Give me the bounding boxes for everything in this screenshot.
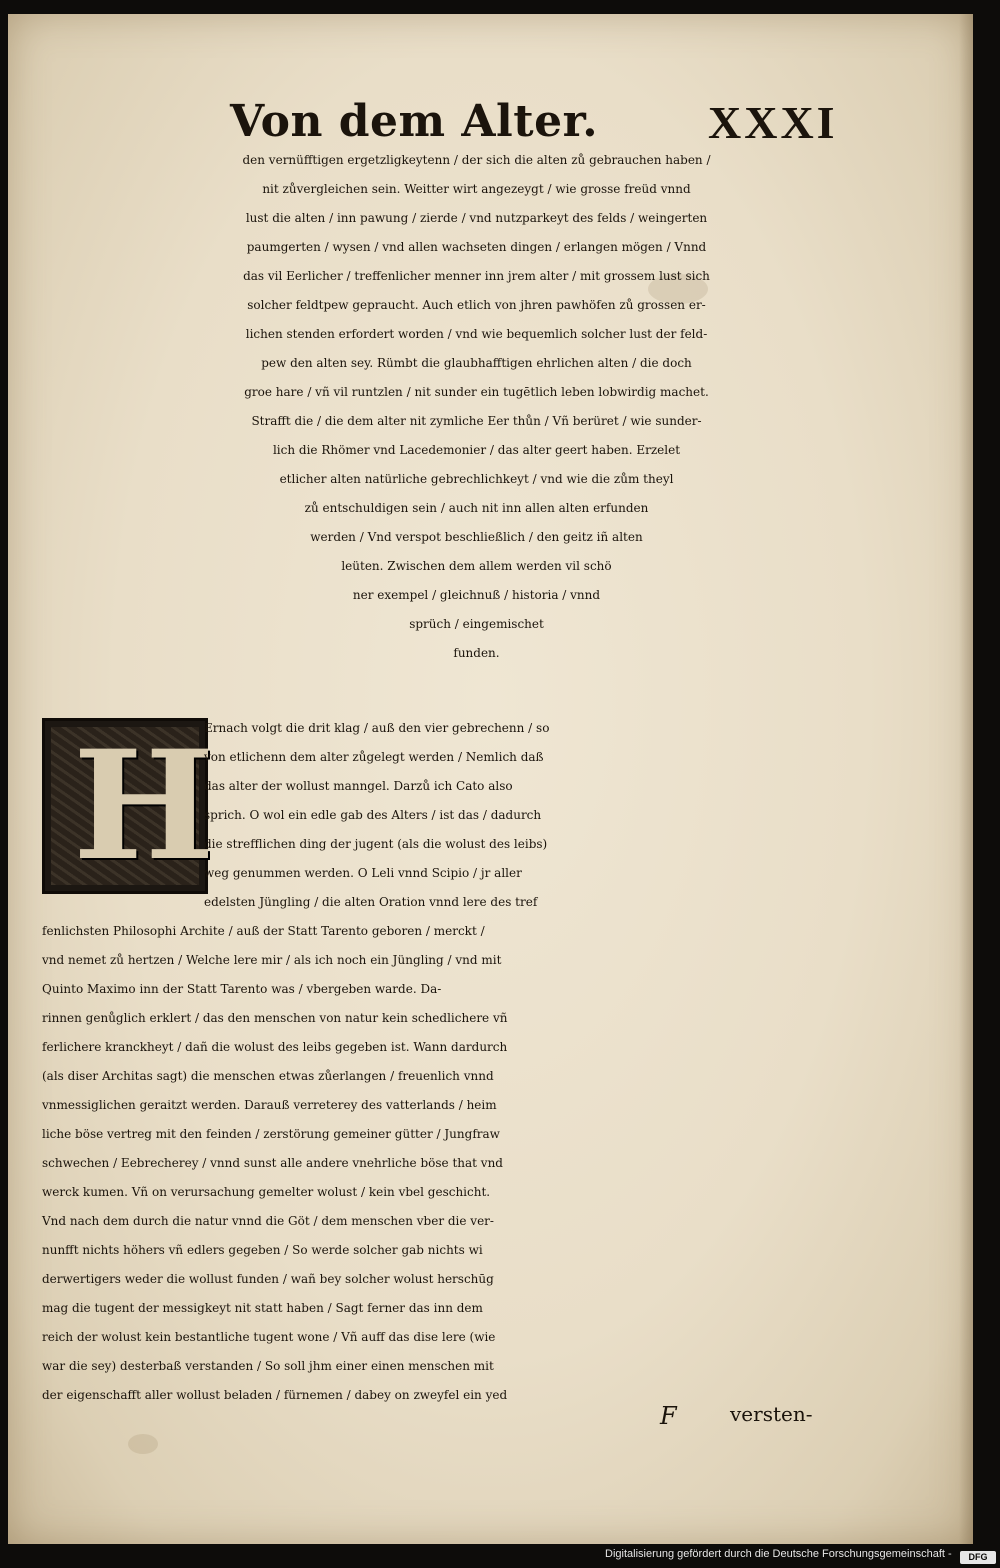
- summary-line: werden / Vnd verspot beschließlich / den geitz iñ alten: [310, 530, 643, 544]
- body-line: weg genummen werden. O Leli vnnd Scipio / jr aller: [204, 866, 522, 880]
- body-line: schwechen / Eebrecherey / vnnd sunst alle andere vnehrliche böse that vnd: [42, 1156, 503, 1170]
- body-line: ferlichere kranckheyt / dañ die wolust des leibs gegeben ist. Wann dardurch: [42, 1040, 508, 1054]
- signature-mark: F: [660, 1402, 677, 1430]
- summary-line: pew den alten sey. Rümbt die glaubhafftigen ehrlichen alten / die doch: [261, 356, 692, 370]
- body-line: das alter der wollust manngel. Darzů ich Cato also: [204, 779, 513, 793]
- summary-line: den vernüfftigen ergetzligkeytenn / der sich die alten zů gebrauchen haben /: [242, 153, 711, 167]
- body-line: mag die tugent der messigkeyt nit statt haben / Sagt ferner das inn dem: [42, 1301, 483, 1315]
- body-line: war die sey) desterbaß verstanden / So soll jhm einer einen menschen mit: [42, 1359, 494, 1373]
- body-line: (als diser Architas sagt) die menschen etwas zůerlangen / freuenlich vnnd: [42, 1069, 494, 1083]
- summary-line: solcher feldtpew gepraucht. Auch etlich von jhren pawhöfen zů grossen er-: [247, 298, 706, 312]
- summary-line: etlicher alten natürliche gebrechlichkeyt / vnd wie die zům theyl: [279, 472, 674, 486]
- dfg-logo: DFG: [960, 1551, 996, 1564]
- body-line: rinnen genůglich erklert / das den menschen von natur kein schedlichere vñ: [42, 1011, 508, 1025]
- summary-line: groe hare / vñ vil runtzlen / nit sunder ein tugētlich leben lobwirdig machet.: [244, 385, 709, 399]
- book-page: [8, 14, 973, 1544]
- summary-line: das vil Eerlicher / treffenlicher menner inn jrem alter / mit grossem lust sich: [243, 269, 710, 283]
- body-line: werck kumen. Vñ on verursachung gemelter wolust / kein vbel geschicht.: [42, 1185, 491, 1199]
- summary-line: nit zůvergleichen sein. Weitter wirt angezeygt / wie grosse freüd vnnd: [262, 182, 691, 196]
- running-title: Von dem Alter.: [230, 96, 599, 147]
- page-header: [8, 84, 973, 154]
- summary-line: ner exempel / gleichnuß / historia / vnnd: [352, 588, 601, 602]
- summary-line: lich die Rhömer vnd Lacedemonier / das alter geert haben. Erzelet: [272, 443, 681, 457]
- body-line: vnmessiglichen geraitzt werden. Darauß verreterey des vatterlands / heim: [42, 1098, 497, 1112]
- body-line: derwertigers weder die wollust funden / wañ bey solcher wolust herschūg: [42, 1272, 494, 1286]
- body-line: nunfft nichts höhers vñ edlers gegeben / So werde solcher gab nichts wi: [42, 1243, 483, 1257]
- initial-letter: H: [73, 718, 215, 894]
- summary-line: lust die alten / inn pawung / zierde / vnd nutzparkeyt des felds / weingerten: [245, 211, 708, 225]
- summary-line: lichen stenden erfordert worden / vnd wie bequemlich solcher lust der feld-: [245, 327, 708, 341]
- body-line: Quinto Maximo inn der Statt Tarento was / vbergeben warde. Da-: [42, 982, 442, 996]
- body-line: reich der wolust kein bestantliche tugent wone / Vñ auff das dise lere (wie: [42, 1330, 496, 1344]
- folio-number: XXXI: [708, 97, 838, 148]
- summary-line: funden.: [453, 646, 500, 660]
- footer-credit: Digitalisierung gefördert durch die Deutsche Forschungsgemeinschaft -: [605, 1548, 952, 1560]
- body-line: fenlichsten Philosophi Archite / auß der Statt Tarento geboren / merckt /: [42, 924, 485, 938]
- body-line: edelsten Jüngling / die alten Oration vnnd lere des tref: [204, 895, 538, 909]
- chapter-summary: [8, 146, 973, 668]
- body-line: von etlichenn dem alter zůgelegt werden / Nemlich daß: [204, 750, 544, 764]
- summary-line: zů entschuldigen sein / auch nit inn allen alten erfunden: [304, 501, 649, 515]
- summary-line: paumgerten / wysen / vnd allen wachseten dingen / erlangen mögen / Vnnd: [246, 240, 707, 254]
- summary-line: sprüch / eingemischet: [409, 617, 544, 631]
- summary-line: Strafft die / die dem alter nit zymliche Eer thůn / Vñ berüret / wie sunder-: [251, 414, 702, 428]
- body-line: der eigenschafft aller wollust beladen / fürnemen / dabey on zweyfel ein yed: [42, 1388, 508, 1402]
- body-line: sprich. O wol ein edle gab des Alters / ist das / dadurch: [204, 808, 542, 822]
- summary-line: leüten. Zwischen dem allem werden vil schö: [341, 559, 612, 573]
- digitization-footer: [605, 1548, 1000, 1568]
- body-line: Ernach volgt die drit klag / auß den vier gebrechenn / so: [204, 721, 550, 735]
- paper-stain: [128, 1434, 158, 1454]
- body-line: Vnd nach dem durch die natur vnnd die Göt / dem menschen vber die ver-: [42, 1214, 494, 1228]
- body-line: liche böse vertreg mit den feinden / zerstörung gemeiner gütter / Jungfraw: [42, 1127, 500, 1141]
- catchword: versten-: [730, 1402, 813, 1426]
- body-line: die strefflichen ding der jugent (als die wolust des leibs): [204, 837, 548, 851]
- body-line: vnd nemet zů hertzen / Welche lere mir / als ich noch ein Jüngling / vnd mit: [42, 953, 502, 967]
- body-text: [8, 714, 973, 1410]
